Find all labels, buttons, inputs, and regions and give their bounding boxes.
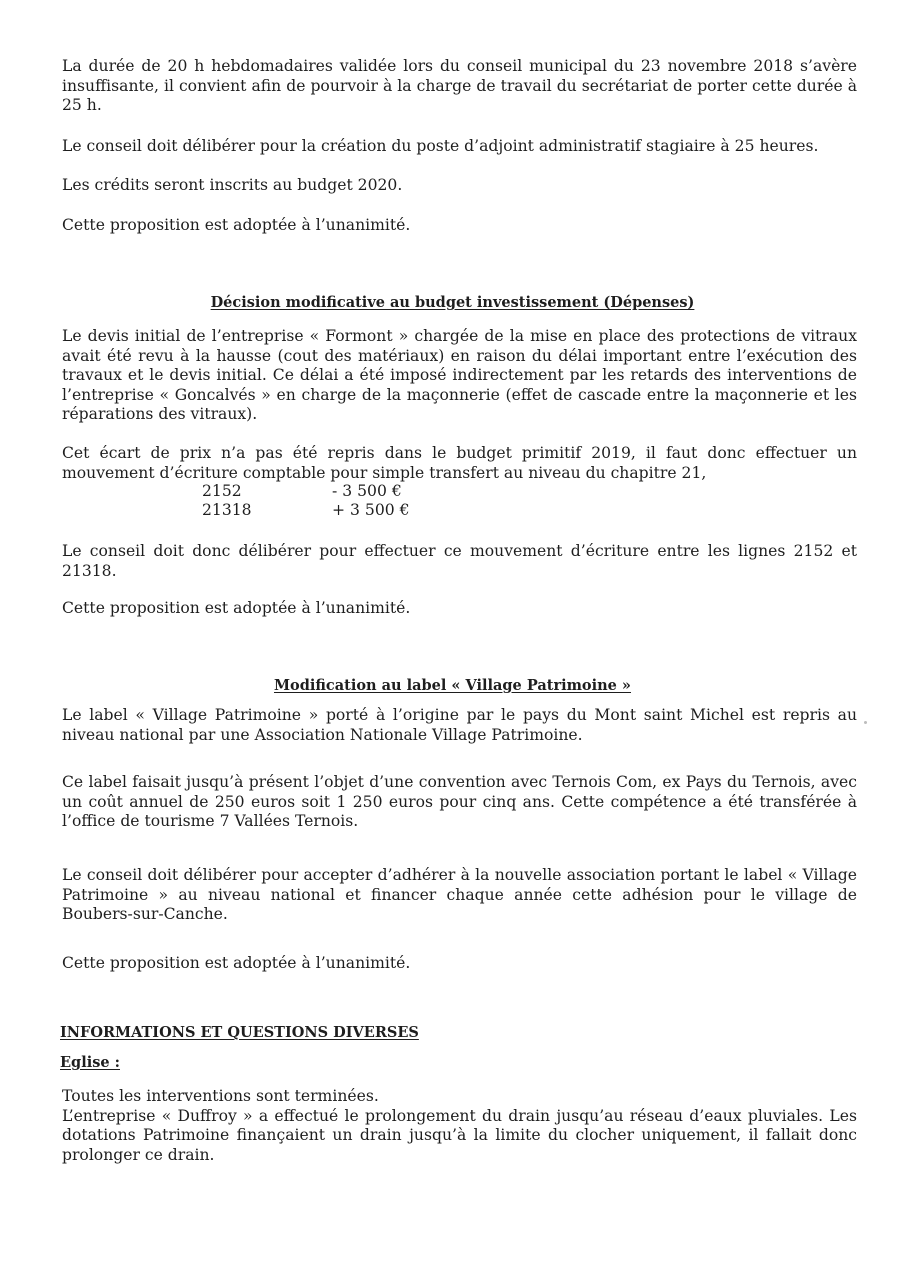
paragraph-text: Cette proposition est adoptée à l’unanimité.	[62, 599, 411, 617]
paragraph-deliberation-ecriture	[62, 542, 857, 581]
paragraph-label-village	[62, 706, 857, 745]
paragraph-interventions	[62, 1087, 857, 1165]
paragraph-convention-ternois	[62, 773, 857, 832]
paragraph-text: La durée de 20 h hebdomadaires validée lors du conseil municipal du 23 novembre 2018 s’avère insuffisante, il convient afin de pourvoir à la charge de travail du secrétariat de porter cette durée à 25 h.	[62, 57, 857, 114]
paragraph-ecart-prix	[62, 444, 857, 483]
paragraph-creation-poste	[62, 137, 857, 157]
paragraph-text: Le label « Village Patrimoine » porté à l’origine par le pays du Mont saint Michel est repris au niveau national par une Association Nationale Village Patrimoine.	[62, 706, 857, 744]
section-heading-decision-modificative: Décision modificative au budget investissement (Dépenses)	[210, 294, 695, 311]
budget-line-number: 21318	[202, 501, 252, 519]
paragraph-text: Le devis initial de l’entreprise « Formont » chargée de la mise en place des protections de vitraux avait été revu à la hausse (cout des matériaux) en raison du délai important entre l’exécution des travaux et le devis initial. Ce délai a été imposé indirectement par les retards des interventions de l’entreprise « Goncalvés » en charge de la maçonnerie (effet de cascade entre la maçonnerie et les réparations des vitraux).	[62, 327, 857, 423]
paragraph-text: Le conseil doit délibérer pour accepter d’adhérer à la nouvelle association portant le label « Village Patrimoine » au niveau national et financer chaque année cette adhésion pour le village de Boubers-sur-Canche.	[62, 866, 857, 923]
scan-speck	[864, 721, 867, 724]
paragraph-adoption-1	[62, 216, 857, 236]
budget-line-number: 2152	[202, 482, 242, 500]
paragraph-adoption-2	[62, 599, 857, 619]
paragraph-text: L’entreprise « Duffroy » a effectué le prolongement du drain jusqu’au réseau d’eaux pluviales. Les dotations Patrimoine finançaient un drain jusqu’à la limite du clocher uniquement, il fallait donc prolonger ce drain.	[62, 1106, 857, 1164]
section-heading-informations: INFORMATIONS ET QUESTIONS DIVERSES	[60, 1024, 419, 1041]
paragraph-text: Cette proposition est adoptée à l’unanimité.	[62, 954, 411, 972]
paragraph-credits	[62, 176, 857, 196]
paragraph-text: Cette proposition est adoptée à l’unanimité.	[62, 216, 411, 234]
paragraph-duree-hebdomadaire	[62, 57, 857, 116]
paragraph-text: Le conseil doit donc délibérer pour effectuer ce mouvement d’écriture entre les lignes 2152 et 21318.	[62, 542, 857, 580]
paragraph-text: Toutes les interventions sont terminées.	[62, 1087, 379, 1105]
paragraph-text: Les crédits seront inscrits au budget 2020.	[62, 176, 403, 194]
paragraph-text: Ce label faisait jusqu’à présent l’objet d’une convention avec Ternois Com, ex Pays du Ternois, avec un coût annuel de 250 euros soit 1 250 euros pour cinq ans. Cette compétence a été transférée à l’office de tourisme 7 Vallées Ternois.	[62, 773, 857, 830]
budget-line-amount: - 3 500 €	[332, 482, 402, 500]
paragraph-adhesion-association	[62, 866, 857, 925]
paragraph-text: Cet écart de prix n’a pas été repris dans le budget primitif 2019, il faut donc effectuer un mouvement d’écriture comptable pour simple transfert au niveau du chapitre 21,	[62, 444, 857, 482]
paragraph-text: Le conseil doit délibérer pour la création du poste d’adjoint administratif stagiaire à 25 heures.	[62, 137, 819, 155]
budget-line-amount: + 3 500 €	[332, 501, 410, 519]
subsection-heading-eglise: Eglise :	[60, 1054, 120, 1071]
paragraph-devis-formont	[62, 327, 857, 425]
section-heading-village-patrimoine: Modification au label « Village Patrimoine »	[273, 677, 631, 694]
paragraph-adoption-3	[62, 954, 857, 974]
